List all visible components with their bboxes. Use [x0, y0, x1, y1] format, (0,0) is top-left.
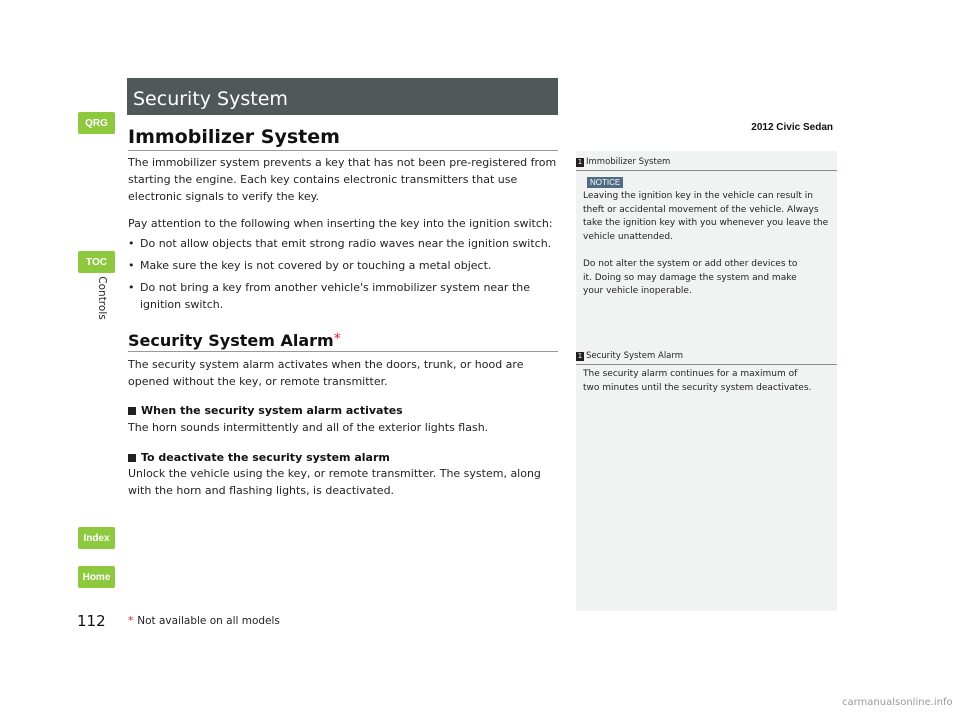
footnote: * Not available on all models [128, 615, 280, 627]
note-alarm-text: The security alarm continues for a maximum of two minutes until the security system deactivates. [583, 369, 812, 393]
note-divider [576, 364, 837, 365]
alarm-heading: Security System Alarm* [128, 331, 341, 350]
list-item: • Make sure the key is not covered by or touching a metal object. [128, 259, 492, 272]
note-divider [576, 170, 837, 171]
heading-divider [128, 351, 558, 352]
home-button[interactable]: Home [78, 566, 115, 588]
note-alarm-heading: 1 Security System Alarm [577, 351, 684, 361]
model-label: 2012 Civic Sedan [751, 122, 833, 133]
page-number: 112 [77, 612, 106, 630]
note-number-icon: 1 [577, 351, 583, 360]
footnote-star: * [128, 615, 134, 627]
alarm-activates-heading: When the security system alarm activates [128, 404, 403, 417]
heading-divider [128, 150, 558, 151]
notice-text: Leaving the ignition key in the vehicle can result in theft or accidental movement of the vehicle. Always take the ignition key with you whenever you leave the vehicle unattended. [583, 191, 829, 242]
footnote-marker: * [333, 331, 341, 347]
index-button[interactable]: Index [78, 527, 115, 549]
qrg-button[interactable]: QRG [78, 112, 115, 134]
section-title: Security System [133, 88, 288, 110]
list-item: • Do not bring a key from another vehicle's immobilizer system near the ignition switch. [128, 281, 530, 311]
notice-badge: NOTICE [587, 177, 623, 188]
alarm-deactivate-text: Unlock the vehicle using the key, or remote transmitter. The system, along with the horn and flashing lights, is deactivated. [128, 467, 541, 497]
side-label-text: Controls [96, 276, 108, 320]
alarm-activates-text: The horn sounds intermittently and all of the exterior lights flash. [128, 421, 489, 434]
immobilizer-intro: The immobilizer system prevents a key that has not been pre-registered from starting the engine. Each key contains electronic transmitters that use electronic signals to verify the key. [128, 156, 557, 203]
list-item: • Do not allow objects that emit strong radio waves near the ignition switch. [128, 237, 552, 250]
square-bullet-icon [128, 407, 136, 415]
note-immobilizer-heading: 1 Immobilizer System [577, 157, 671, 167]
immobilizer-attention: Pay attention to the following when inserting the key into the ignition switch: [128, 217, 553, 230]
immobilizer-heading: Immobilizer System [128, 126, 340, 148]
alarm-deactivate-heading: To deactivate the security system alarm [128, 451, 390, 464]
section-side-label [87, 276, 107, 326]
watermark: carmanualsonline.info [842, 697, 953, 708]
square-bullet-icon [128, 454, 136, 462]
note-immobilizer-text: Do not alter the system or add other devices to it. Doing so may damage the system and make your vehicle inoperable. [583, 259, 798, 296]
note-number-icon: 1 [577, 157, 583, 166]
toc-button[interactable]: TOC [78, 251, 115, 273]
alarm-intro: The security system alarm activates when the doors, trunk, or hood are opened without the key, or remote transmitter. [128, 358, 524, 388]
